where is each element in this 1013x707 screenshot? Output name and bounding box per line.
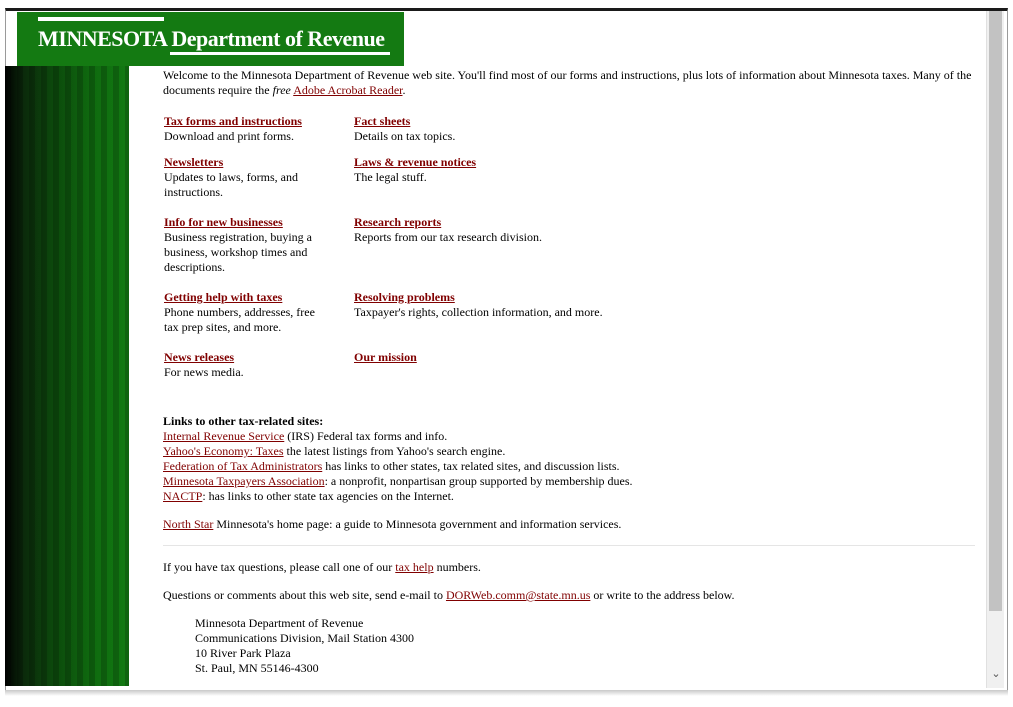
site-title <box>38 26 384 52</box>
new-businesses-link[interactable]: Info for new businesses <box>164 215 283 229</box>
other-links-heading: Links to other tax-related sites: <box>163 414 324 428</box>
topic-resolving <box>354 290 654 320</box>
topic-desc: Taxpayer's rights, collection information, and more. <box>354 305 603 319</box>
tax-questions-line: If you have tax questions, please call one of our tax help numbers. <box>163 560 481 574</box>
gradient-bands-decoration <box>5 66 129 686</box>
topic-desc: The legal stuff. <box>354 170 427 184</box>
getting-help-link[interactable]: Getting help with taxes <box>164 290 283 304</box>
irs-link[interactable]: Internal Revenue Service <box>163 429 285 443</box>
laws-notices-link[interactable]: Laws & revenue notices <box>354 155 477 169</box>
resolving-problems-link[interactable]: Resolving problems <box>354 290 455 304</box>
address-line: 10 River Park Plaza <box>195 646 291 660</box>
topic-research <box>354 215 654 245</box>
fact-sheets-link[interactable]: Fact sheets <box>354 114 411 128</box>
banner-bottom-rule <box>170 52 390 55</box>
divider <box>163 545 975 546</box>
other-links-section: Links to other tax-related sites: Internal Revenue Service (IRS) Federal tax forms and info. Yahoo's Economy: Taxes the latest listings from Yahoo's search engine. Federation of Tax Administrators has links to other states, tax related sites, and discussion lists. Minnesota Taxpayers Association: a nonprofit, nonpartisan group supported by membership dues. NACTP: has links to other state tax agencies on the Internet. <box>163 414 633 503</box>
fta-link[interactable]: Federation of Tax Administrators <box>163 459 323 473</box>
intro-free: free <box>272 83 291 97</box>
topic-getting-help <box>164 290 324 335</box>
topic-tax-forms <box>164 114 334 144</box>
window-shadow <box>5 690 1008 696</box>
topic-mission <box>354 350 654 365</box>
address-line: St. Paul, MN 55146-4300 <box>195 661 319 675</box>
topic-desc: Business registration, buying a business, workshop times and descriptions. <box>164 230 312 274</box>
nactp-link[interactable]: NACTP <box>163 489 203 503</box>
northstar-line: North Star Minnesota's home page: a guide to Minnesota government and information services. <box>163 517 622 531</box>
intro-paragraph: Welcome to the Minnesota Department of Revenue web site. You'll find most of our forms and instructions, plus lots of information about Minnesota taxes. Many of the documents require the free Adobe Acrobat Reader. <box>163 68 972 97</box>
vertical-scrollbar[interactable] <box>986 11 1004 688</box>
topic-new-businesses <box>164 215 336 275</box>
newsletters-link[interactable]: Newsletters <box>164 155 224 169</box>
research-reports-link[interactable]: Research reports <box>354 215 442 229</box>
topic-desc: Details on tax topics. <box>354 129 456 143</box>
mailing-address <box>195 616 414 676</box>
mn-taxpayers-link[interactable]: Minnesota Taxpayers Association <box>163 474 325 488</box>
intro-text: Welcome to the Minnesota Department of Revenue web site. You'll find most of our forms and instructions, plus lots of information about Minnesota taxes. Many of the documents require the <box>163 68 972 97</box>
topic-desc: Download and print forms. <box>164 129 294 143</box>
address-line: Minnesota Department of Revenue <box>195 616 364 630</box>
news-releases-link[interactable]: News releases <box>164 350 235 364</box>
topic-desc: For news media. <box>164 365 244 379</box>
topic-desc: Updates to laws, forms, and instructions. <box>164 170 298 199</box>
topic-news-releases <box>164 350 334 380</box>
acrobat-reader-link[interactable]: Adobe Acrobat Reader <box>293 83 403 97</box>
title-dept: Department of Revenue <box>171 26 385 51</box>
our-mission-link[interactable]: Our mission <box>354 350 417 364</box>
title-state: MINNESOTA <box>38 26 167 51</box>
email-link[interactable]: DORWeb.comm@state.mn.us <box>445 588 591 602</box>
tax-help-link[interactable]: tax help <box>395 560 434 574</box>
north-star-link[interactable]: North Star <box>163 517 214 531</box>
topic-desc: Phone numbers, addresses, free tax prep sites, and more. <box>164 305 315 334</box>
topic-fact-sheets <box>354 114 654 144</box>
banner-top-rule <box>38 17 164 21</box>
scroll-thumb[interactable] <box>989 11 1002 611</box>
topic-laws <box>354 155 654 185</box>
yahoo-taxes-link[interactable]: Yahoo's Economy: Taxes <box>163 444 284 458</box>
topic-desc: Reports from our tax research division. <box>354 230 542 244</box>
address-line: Communications Division, Mail Station 4300 <box>195 631 414 645</box>
comments-line: Questions or comments about this web site, send e-mail to DORWeb.comm@state.mn.us or write to the address below. <box>163 588 735 602</box>
topic-newsletters <box>164 155 329 200</box>
chevron-down-icon[interactable]: ⌄ <box>991 667 1001 680</box>
tax-forms-link[interactable]: Tax forms and instructions <box>164 114 302 128</box>
